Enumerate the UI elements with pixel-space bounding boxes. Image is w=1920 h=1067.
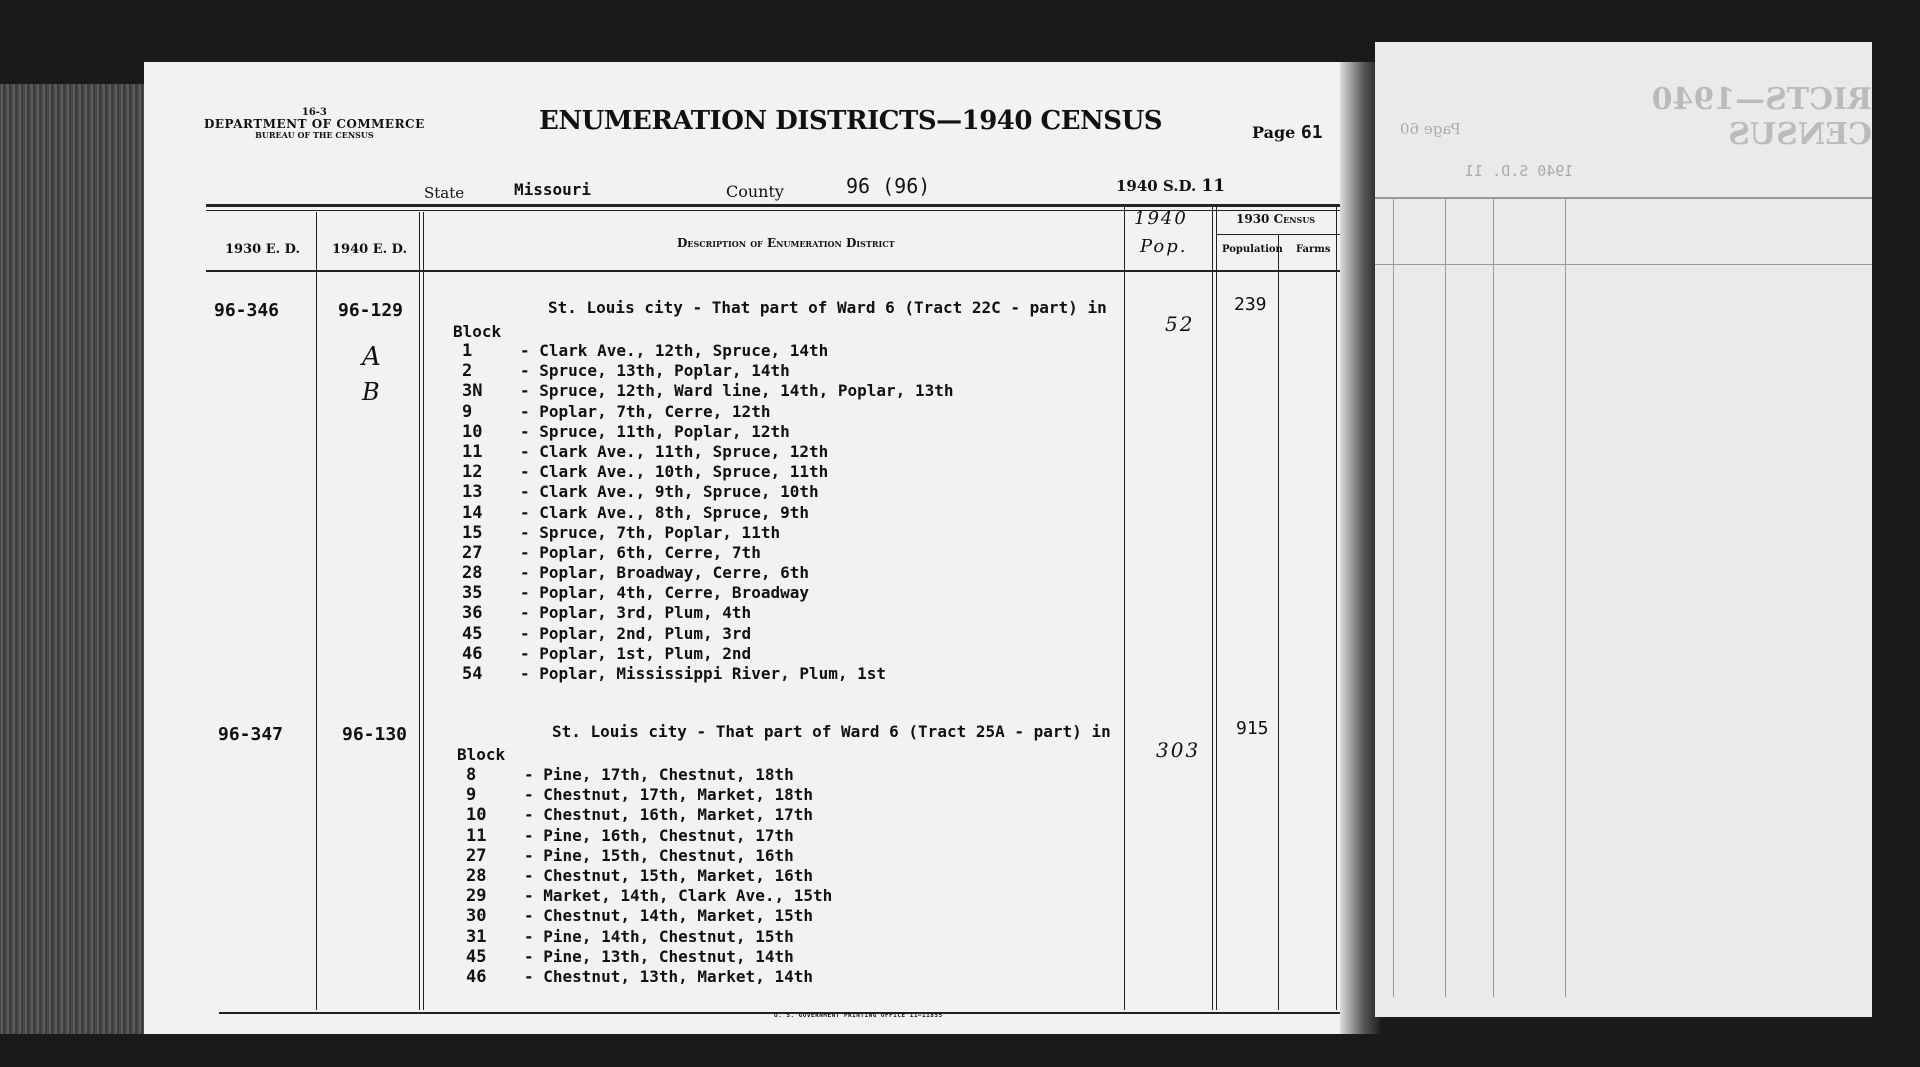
block-description: - Spruce, 11th, Poplar, 12th — [520, 421, 790, 441]
sd-label-text: 1940 S.D. — [1116, 177, 1197, 195]
block-number: 35 — [462, 583, 483, 604]
district-1-ed1940: 96-129 — [338, 300, 404, 321]
col-head-farms: Farms — [1296, 244, 1331, 255]
block-number: 27 — [466, 845, 487, 866]
block-number: 10 — [462, 421, 483, 442]
district-1-pop1930: 239 — [1234, 294, 1267, 315]
block-description: - Chestnut, 16th, Market, 17th — [524, 805, 813, 825]
district-1-note-a: A — [362, 342, 383, 372]
block-description: - Poplar, 7th, Cerre, 12th — [520, 401, 771, 421]
block-number: 9 — [466, 785, 477, 806]
block-number: 1 — [462, 341, 473, 361]
facing-col-1 — [1393, 197, 1394, 997]
block-description: - Poplar, 2nd, Plum, 3rd — [520, 623, 752, 643]
block-description: - Poplar, 6th, Cerre, 7th — [520, 542, 761, 562]
block-number: 2 — [462, 361, 473, 382]
facing-col-4 — [1565, 197, 1566, 997]
block-description: - Pine, 17th, Chestnut, 18th — [524, 765, 794, 784]
district-2-block-label: Block — [457, 745, 506, 764]
department-header — [204, 108, 425, 140]
header-rule-top — [206, 204, 1340, 207]
block-description: - Spruce, 12th, Ward line, 14th, Poplar, 13th — [520, 381, 954, 401]
page-number-value: 61 — [1300, 122, 1323, 143]
block-description: - Pine, 14th, Chestnut, 15th — [524, 926, 794, 946]
block-description: - Clark Ave., 11th, Spruce, 12th — [520, 441, 829, 461]
block-number: 9 — [462, 401, 473, 422]
block-number: 14 — [462, 502, 483, 523]
district-2-pop1940: 303 — [1156, 738, 1201, 762]
block-description: - Chestnut, 15th, Market, 16th — [524, 865, 813, 885]
county-value: 96 (96) — [846, 174, 931, 198]
block-description: - Chestnut, 14th, Market, 15th — [524, 906, 813, 926]
district-2-ed1930: 96-347 — [218, 724, 284, 745]
block-description: - Chestnut, 13th, Market, 14th — [524, 966, 813, 986]
book-page-edges — [0, 84, 150, 1034]
bureau-name: BUREAU OF THE CENSUS — [255, 130, 374, 140]
block-description: - Poplar, Mississippi River, Plum, 1st — [520, 664, 887, 683]
block-number: 10 — [466, 805, 487, 826]
facing-page-sd: 1940 S.D. 11 — [1465, 162, 1574, 180]
block-description: - Pine, 13th, Chestnut, 14th — [524, 946, 794, 966]
block-description: - Market, 14th, Clark Ave., 15th — [524, 886, 833, 906]
block-description: - Spruce, 13th, Poplar, 14th — [520, 361, 790, 381]
col-head-1930-ed: 1930 E. D. — [225, 242, 301, 257]
block-number: 36 — [462, 603, 483, 624]
col-head-1940-pop-1: 1940 — [1134, 208, 1188, 229]
sd-label — [1116, 176, 1225, 196]
block-number: 46 — [462, 643, 483, 664]
block-number: 30 — [466, 906, 487, 927]
block-description: - Clark Ave., 10th, Spruce, 11th — [520, 462, 829, 482]
col-rule-3 — [423, 212, 424, 1010]
block-description: - Pine, 16th, Chestnut, 17th — [524, 825, 794, 845]
district-1-ed1930: 96-346 — [214, 300, 280, 321]
facing-page-bleedthrough — [1375, 42, 1872, 1017]
col-head-1940-pop-2: Pop. — [1140, 236, 1188, 257]
block-number: 27 — [462, 542, 483, 563]
col-head-population: Population — [1222, 244, 1283, 255]
block-description: - Clark Ave., 9th, Spruce, 10th — [520, 482, 819, 502]
block-description: - Poplar, 1st, Plum, 2nd — [520, 643, 752, 663]
col-head-description: Description of Enumeration District — [677, 236, 895, 250]
block-number: 45 — [462, 623, 483, 644]
block-number: 8 — [466, 765, 477, 785]
block-number: 3N — [462, 381, 483, 402]
col-rule-6 — [1216, 204, 1217, 1010]
block-number: 31 — [466, 926, 487, 947]
block-description: - Poplar, Broadway, Cerre, 6th — [520, 563, 809, 583]
facing-rule-top — [1375, 197, 1872, 199]
block-number: 13 — [462, 482, 483, 503]
col-rule-7 — [1278, 234, 1279, 1010]
form-number: 16-3 — [301, 107, 327, 118]
facing-page-number: Page 60 — [1400, 120, 1461, 138]
block-description: - Clark Ave., 12th, Spruce, 14th — [520, 341, 829, 360]
block-number: 45 — [466, 946, 487, 967]
county-label: County — [726, 182, 784, 201]
col-rule-2 — [419, 212, 420, 1010]
page-number — [1252, 122, 1323, 143]
col-rule-1 — [316, 212, 317, 1010]
header-rule-bottom — [206, 270, 1340, 272]
block-number: 11 — [462, 441, 483, 462]
col-head-1930-census: 1930 Census — [1236, 212, 1316, 226]
facing-col-2 — [1445, 197, 1446, 997]
block-number: 12 — [462, 462, 483, 483]
district-2-description: St. Louis city - That part of Ward 6 (Tract 25A - part) in — [552, 722, 1111, 741]
census-page — [144, 62, 1354, 1034]
facing-rule-head — [1375, 264, 1872, 265]
block-number: 28 — [462, 563, 483, 584]
page-title: ENUMERATION DISTRICTS—1940 CENSUS — [539, 106, 1163, 136]
col-head-1940-ed: 1940 E. D. — [332, 242, 408, 257]
block-description: - Poplar, 3rd, Plum, 4th — [520, 603, 752, 623]
block-number: 15 — [462, 522, 483, 543]
block-description: - Pine, 15th, Chestnut, 16th — [524, 845, 794, 865]
col-rule-4 — [1124, 204, 1125, 1010]
facing-col-3 — [1493, 197, 1494, 997]
facing-page-title: RICTS—1940 CENSUS — [1651, 82, 1872, 152]
block-description: - Chestnut, 17th, Market, 18th — [524, 785, 813, 805]
state-value: Missouri — [514, 180, 592, 199]
district-1-description: St. Louis city - That part of Ward 6 (Tract 22C - part) in — [548, 298, 1107, 317]
block-description: - Poplar, 4th, Cerre, Broadway — [520, 583, 809, 603]
district-1-block-label: Block — [453, 322, 502, 341]
book-gutter — [1340, 62, 1380, 1034]
district-2-ed1940: 96-130 — [342, 724, 408, 745]
district-1-pop1940: 52 — [1165, 312, 1195, 336]
block-number: 28 — [466, 865, 487, 886]
col-rule-5 — [1212, 204, 1213, 1010]
page-label: Page — [1252, 123, 1296, 142]
district-2-pop1930: 915 — [1236, 718, 1269, 739]
district-1-note-b: B — [362, 378, 382, 406]
block-description: - Spruce, 7th, Poplar, 11th — [520, 522, 781, 542]
col-rule-8 — [1336, 204, 1337, 1010]
block-number: 29 — [466, 886, 487, 907]
block-number: 54 — [462, 664, 483, 684]
state-label: State — [424, 184, 465, 202]
block-number: 46 — [466, 966, 487, 987]
block-description: - Clark Ave., 8th, Spruce, 9th — [520, 502, 809, 522]
department-name: DEPARTMENT OF COMMERCE — [204, 117, 425, 131]
sd-value: 11 — [1201, 176, 1226, 196]
block-number: 11 — [466, 825, 487, 846]
printing-office-footer: U. S. GOVERNMENT PRINTING OFFICE 11—11855 — [774, 1012, 943, 1019]
